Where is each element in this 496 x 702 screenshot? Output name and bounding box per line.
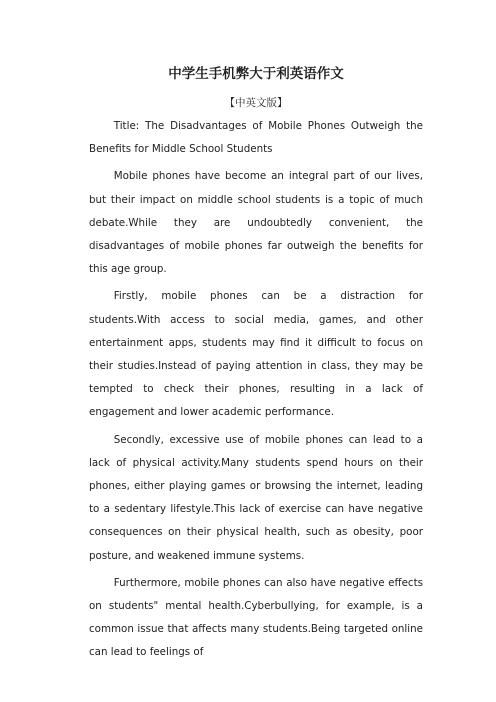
document-title: 中学生手机弊大于利英语作文 (168, 66, 344, 82)
intro-paragraph: Mobile phones have become an integral part of our lives, but their impact on middle school students is a topic of much debate.While they are undoubtedly convenient, the disadvantages of mobile phones far outweigh the benefits for this age group. (89, 170, 423, 276)
essay-title-paragraph: Title: The Disadvantages of Mobile Phones Outweigh the Benefits for Middle School Students (89, 120, 423, 156)
secondly-paragraph: Secondly, excessive use of mobile phones can lead to a lack of physical activity.Many students spend hours on their phones, either playing games or browsing the internet, leading to a sedentary lifestyle.This lack of exercise can have negative consequences on their physical health, such as obesity, poor posture, and weakened immune systems. (89, 433, 423, 562)
furthermore-paragraph: Furthermore, mobile phones can also have negative effects on students" mental health.Cyberbullying, for example, is a common issue that affects many students.Being targeted online can lead to feelings of (89, 576, 423, 659)
edition-label: 【中英文版】 (224, 97, 288, 109)
firstly-paragraph: Firstly, mobile phones can be a distraction for students.With access to social media, games, and other entertainment apps, students may find it difficult to focus on their studies.Instead of paying attention in class, they may be tempted to check their phones, resulting in a lack of engagement and lower academic performance. (89, 290, 423, 419)
